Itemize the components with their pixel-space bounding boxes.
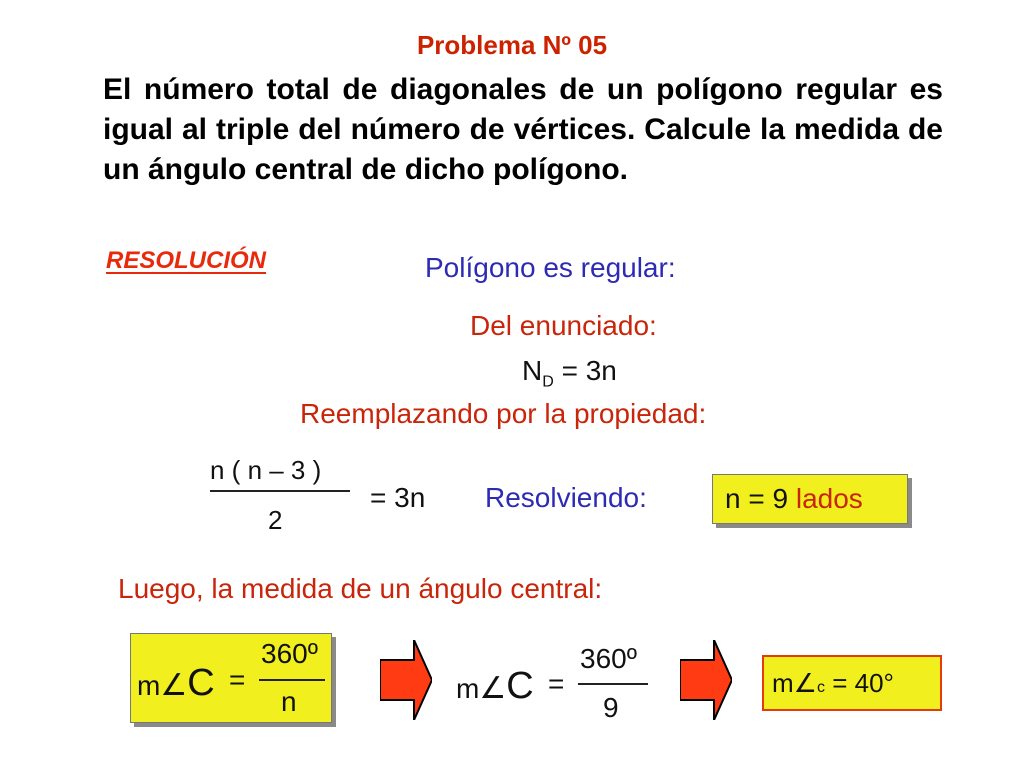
eq2-fraction-bar xyxy=(210,490,350,492)
problem-statement: El número total de diagonales de un polígono regular es igual al triple del número de vértices. Calcule la medida de un ángulo central de dicho polígono. xyxy=(103,73,943,186)
answer-n-box xyxy=(712,474,908,524)
formula1-fraction-bar xyxy=(259,679,325,681)
answer-n-value: n = 9 xyxy=(725,483,789,514)
formula2-eq: = xyxy=(548,668,565,699)
final-rhs: = 40° xyxy=(832,668,894,698)
formula2-fraction-bar xyxy=(578,683,648,685)
formula2-m: m xyxy=(456,673,480,704)
formula1-eq: = xyxy=(229,664,246,695)
eq2-denominator: 2 xyxy=(268,505,283,535)
nd-symbol: N xyxy=(522,355,543,386)
formula2-numerator: 360º xyxy=(580,643,637,674)
answer-n-unit: lados xyxy=(795,483,863,514)
formula2-sub: C xyxy=(506,665,534,707)
problem-title: Problema Nº 05 xyxy=(416,30,608,60)
angle-icon: ∠ xyxy=(160,669,188,702)
formula1-sub: C xyxy=(187,662,215,704)
final-sub: c xyxy=(816,679,825,696)
del-enunciado-text: Del enunciado: xyxy=(470,310,657,341)
formula1-m: m xyxy=(137,670,161,701)
resolviendo-text: Resolviendo: xyxy=(485,482,647,513)
eq2-rhs: = 3n xyxy=(370,482,426,513)
nd-subscript: D xyxy=(542,373,554,391)
poligono-regular-text: Polígono es regular: xyxy=(425,252,676,283)
arrow-right-icon xyxy=(680,640,732,720)
formula1-numerator: 360º xyxy=(261,638,318,669)
formula1-denominator: n xyxy=(281,686,297,717)
final-m: m xyxy=(772,668,794,698)
formula2-denominator: 9 xyxy=(603,692,619,723)
reemplazando-text: Reemplazando por la propiedad: xyxy=(300,398,707,429)
nd-rhs: = 3n xyxy=(561,355,617,386)
final-answer-box xyxy=(762,655,942,711)
luego-text: Luego, la medida de un ángulo central: xyxy=(118,573,603,604)
equation-nd xyxy=(522,355,617,392)
formula2-lhs xyxy=(456,665,534,708)
angle-icon: ∠ xyxy=(793,668,817,698)
resolution-label: RESOLUCIÓN xyxy=(106,247,267,274)
formula1-box xyxy=(130,633,332,723)
angle-icon: ∠ xyxy=(479,672,507,705)
eq2-numerator: n ( n – 3 ) xyxy=(210,455,322,485)
arrow-right-icon xyxy=(380,640,432,720)
